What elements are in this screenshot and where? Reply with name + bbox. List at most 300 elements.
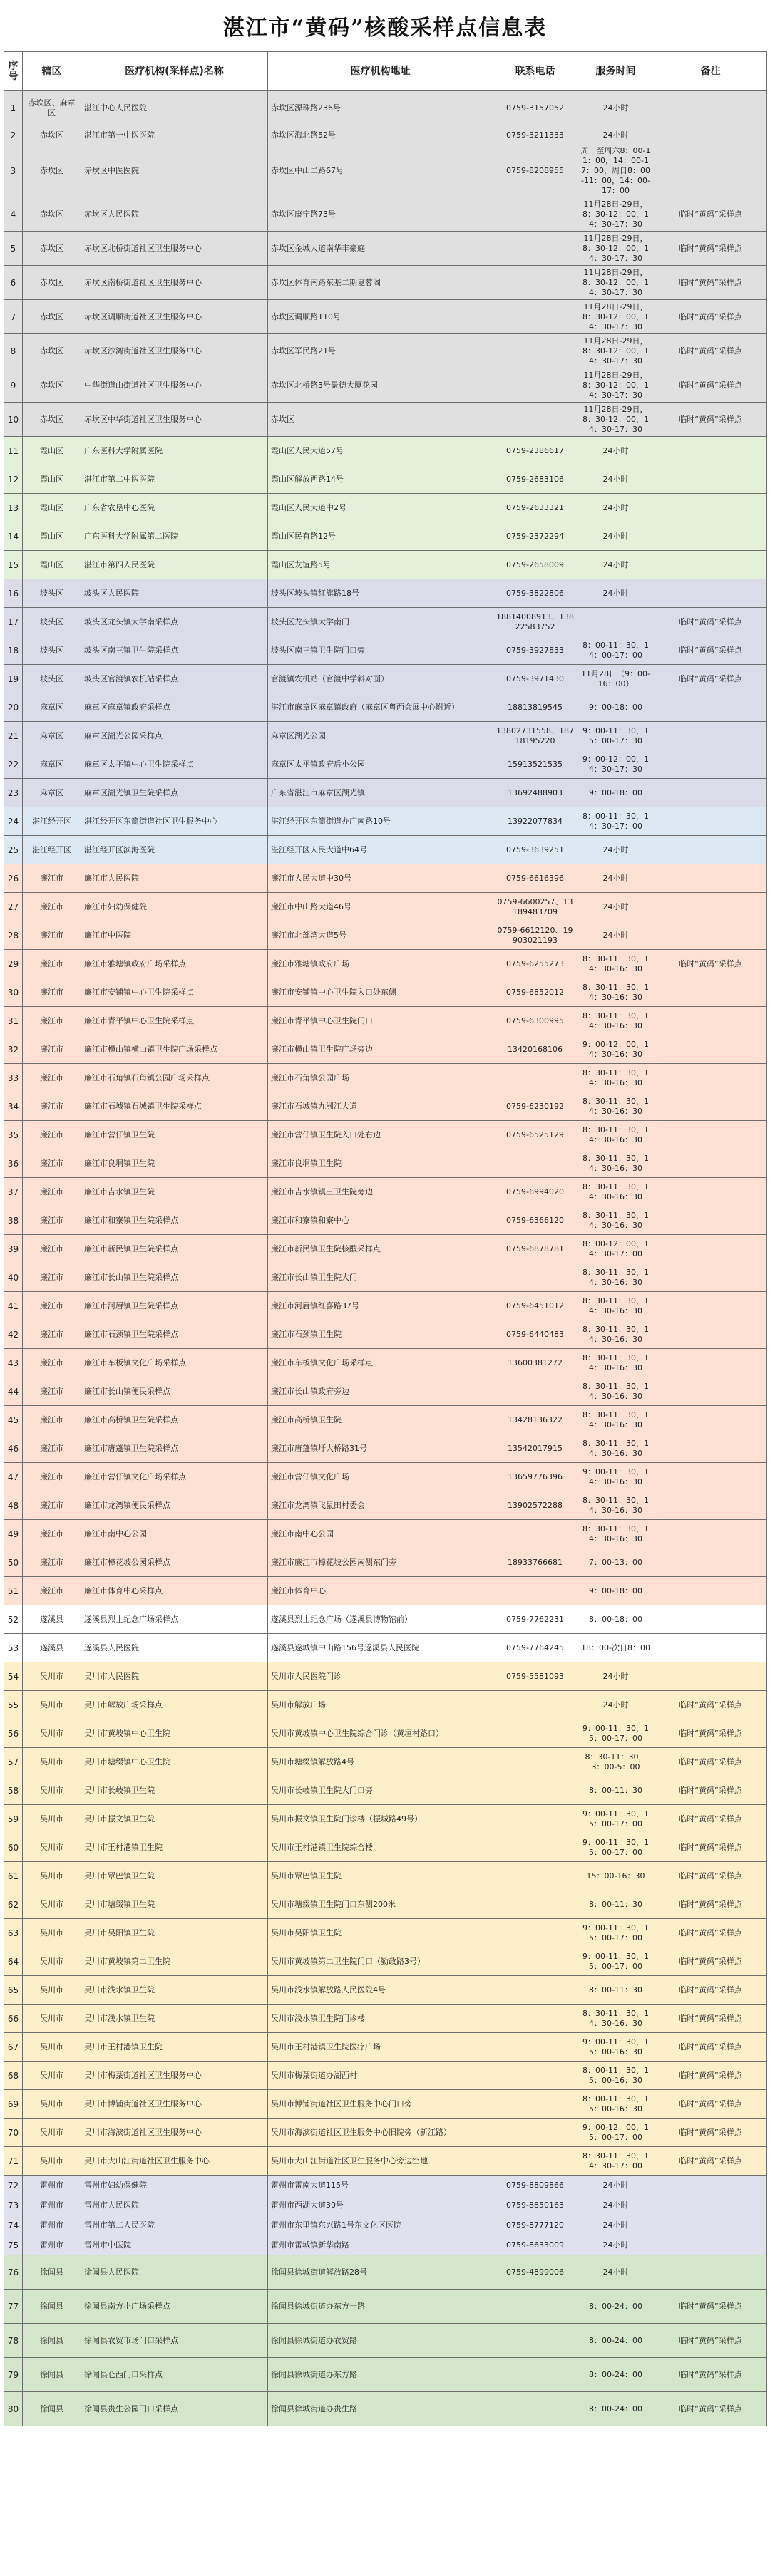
row-number: 68 (4, 2062, 23, 2090)
table-row (4, 950, 767, 978)
header-name: 医疗机构(采样点)名称 (81, 52, 268, 91)
row-note: 临时“黄码”采样点 (654, 1748, 767, 1776)
row-district: 廉江市 (23, 1263, 81, 1292)
row-time: 24小时 (578, 494, 654, 522)
row-name: 廉江市高桥镇卫生院采样点 (81, 1406, 268, 1434)
row-district: 徐闻县 (23, 2324, 81, 2358)
row-phone: 0759-6852012 (493, 978, 578, 1007)
row-district: 徐闻县 (23, 2290, 81, 2324)
table-row (4, 722, 767, 750)
row-number: 9 (4, 368, 23, 403)
row-phone: 0759-3927833 (493, 636, 578, 665)
row-number: 51 (4, 1577, 23, 1605)
row-address: 吴川市王村港镇卫生院综合楼 (268, 1833, 493, 1862)
row-note (654, 1007, 767, 1035)
table-row (4, 2215, 767, 2235)
row-address: 廉江市南中心公园 (268, 1520, 493, 1548)
row-name: 廉江市雅塘镇政府广场采样点 (81, 950, 268, 978)
row-note: 临时“黄码”采样点 (654, 1919, 767, 1947)
row-time: 9：00-12：00，15：00-17：00 (578, 2119, 654, 2147)
table-row (4, 437, 767, 465)
row-number: 52 (4, 1605, 23, 1634)
row-address: 吴川市塘缀镇卫生院门口东侧200米 (268, 1890, 493, 1919)
row-name: 广东医科大学附属医院 (81, 437, 268, 465)
row-address: 雷州市东里镇东兴路1号东文化区医院 (268, 2215, 493, 2235)
row-note (654, 978, 767, 1007)
row-district: 雷州市 (23, 2215, 81, 2235)
row-address: 湛江经开区东简街道办广南路10号 (268, 807, 493, 836)
table-row (4, 1092, 767, 1121)
row-phone: 13659776396 (493, 1463, 578, 1491)
table-row (4, 636, 767, 665)
header-phone: 联系电话 (493, 52, 578, 91)
table-row (4, 403, 767, 437)
row-district: 廉江市 (23, 893, 81, 921)
row-number: 63 (4, 1919, 23, 1947)
table-row (4, 1377, 767, 1406)
row-number: 37 (4, 1178, 23, 1206)
row-district: 吴川市 (23, 2090, 81, 2119)
row-district: 廉江市 (23, 921, 81, 950)
row-district: 廉江市 (23, 1434, 81, 1463)
row-district: 湛江经开区 (23, 807, 81, 836)
row-phone: 0759-8208955 (493, 145, 578, 197)
row-note (654, 1349, 767, 1377)
table-row (4, 197, 767, 232)
row-note: 临时“黄码”采样点 (654, 2033, 767, 2062)
row-name: 雷州市第二人民医院 (81, 2215, 268, 2235)
row-phone: 18933766681 (493, 1548, 578, 1577)
table-row (4, 2195, 767, 2215)
row-time: 8：00-11：30，15：00-16：30 (578, 2062, 654, 2090)
table-row (4, 1035, 767, 1064)
row-phone (493, 1577, 578, 1605)
row-note (654, 1577, 767, 1605)
row-phone (493, 1805, 578, 1833)
row-number: 23 (4, 779, 23, 807)
row-time: 8：30-11：30，14：30-16：30 (578, 950, 654, 978)
table-row (4, 266, 767, 300)
row-phone (493, 300, 578, 334)
row-name: 广东省农垦中心医院 (81, 494, 268, 522)
table-row (4, 334, 767, 368)
row-phone: 0759-6300995 (493, 1007, 578, 1035)
row-address: 吴川市博铺街道社区卫生服务中心门口旁 (268, 2090, 493, 2119)
row-number: 62 (4, 1890, 23, 1919)
row-note (654, 1463, 767, 1491)
row-district: 麻章区 (23, 722, 81, 750)
row-time: 11月28日-29日，8：30-12：00，14：30-17：30 (578, 300, 654, 334)
table-row (4, 368, 767, 403)
row-note (654, 864, 767, 893)
row-time: 24小时 (578, 125, 654, 145)
row-name: 吴川市浅水镇卫生院 (81, 2005, 268, 2033)
row-address: 廉江市石城镇九洲江大道 (268, 1092, 493, 1121)
row-district: 赤坎区 (23, 300, 81, 334)
row-district: 遂溪县 (23, 1605, 81, 1634)
table-row (4, 1292, 767, 1320)
row-address: 吴川市人民医院门诊 (268, 1662, 493, 1691)
row-district: 霞山区 (23, 551, 81, 579)
row-name: 麻章区湖光公园采样点 (81, 722, 268, 750)
row-number: 8 (4, 334, 23, 368)
row-phone (493, 232, 578, 266)
row-district: 廉江市 (23, 1463, 81, 1491)
row-time: 9：00-11：30，14：30-16：30 (578, 1463, 654, 1491)
row-name: 湛江中心人民医院 (81, 91, 268, 125)
table-row (4, 693, 767, 722)
row-address: 湛江经开区人民大道中64号 (268, 836, 493, 864)
row-district: 吴川市 (23, 1776, 81, 1805)
row-number: 44 (4, 1377, 23, 1406)
row-phone (493, 368, 578, 403)
row-address: 吴川市海滨街道社区卫生服务中心旧院旁（新江路） (268, 2119, 493, 2147)
row-address: 坡头区龙头镇大学南门 (268, 608, 493, 636)
row-time: 9：00-11：30，15：00-17：00 (578, 1719, 654, 1748)
row-phone (493, 1776, 578, 1805)
header-note: 备注 (654, 52, 767, 91)
row-district: 徐闻县 (23, 2358, 81, 2392)
row-phone (493, 2392, 578, 2426)
row-time: 24小时 (578, 2176, 654, 2195)
row-time: 周一至周六8：00-11：00，14：00-17：00，周日8：00-11：00，14：00-17：00 (578, 145, 654, 197)
row-address: 廉江市石颈镇卫生院 (268, 1320, 493, 1349)
row-number: 67 (4, 2033, 23, 2062)
row-address: 廉江市营仔镇文化广场 (268, 1463, 493, 1491)
row-note (654, 779, 767, 807)
row-time (578, 608, 654, 636)
header-district: 辖区 (23, 52, 81, 91)
row-name: 廉江市长山镇卫生院采样点 (81, 1263, 268, 1292)
row-name: 廉江市南中心公园 (81, 1520, 268, 1548)
row-time: 8：30-11：30，14：30-16：30 (578, 1121, 654, 1149)
row-address: 坡头区南三镇卫生院门口旁 (268, 636, 493, 665)
row-number: 78 (4, 2324, 23, 2358)
row-number: 32 (4, 1035, 23, 1064)
row-phone: 0759-6612120、19903021193 (493, 921, 578, 950)
table-row (4, 2090, 767, 2119)
row-address: 赤坎区北桥路3号景德大厦花园 (268, 368, 493, 403)
row-district: 廉江市 (23, 1548, 81, 1577)
table-row (4, 1320, 767, 1349)
row-time: 11月28日-29日，8：30-12：00，14：30-17：30 (578, 197, 654, 232)
row-phone (493, 403, 578, 437)
table-row (4, 1007, 767, 1035)
row-phone (493, 2033, 578, 2062)
row-address: 吴川市大山江街道社区卫生服务中心旁边空地 (268, 2147, 493, 2176)
row-name: 湛江市第二中医医院 (81, 465, 268, 494)
table-row (4, 300, 767, 334)
row-phone: 0759-2386617 (493, 437, 578, 465)
row-name: 廉江市河唇镇卫生院采样点 (81, 1292, 268, 1320)
row-address: 廉江市和寮镇和寮中心 (268, 1206, 493, 1235)
table-row (4, 1634, 767, 1662)
row-address: 霞山区人民大道中2号 (268, 494, 493, 522)
row-number: 72 (4, 2176, 23, 2195)
row-address: 赤坎区中山二路67号 (268, 145, 493, 197)
row-phone (493, 1976, 578, 2005)
row-district: 吴川市 (23, 2119, 81, 2147)
row-note: 临时“黄码”采样点 (654, 266, 767, 300)
row-phone (493, 1377, 578, 1406)
table-row (4, 2358, 767, 2392)
table-header-row (4, 52, 767, 91)
row-note: 临时“黄码”采样点 (654, 2290, 767, 2324)
table-row (4, 1206, 767, 1235)
row-name: 吴川市大山江街道社区卫生服务中心 (81, 2147, 268, 2176)
row-name: 廉江市石角镇石角镇公园广场采样点 (81, 1064, 268, 1092)
row-note (654, 2255, 767, 2290)
row-note: 临时“黄码”采样点 (654, 636, 767, 665)
row-name: 廉江市石城镇石城镇卫生院采样点 (81, 1092, 268, 1121)
row-time: 8：30-11：30，14：30-16：30 (578, 1434, 654, 1463)
row-number: 65 (4, 1976, 23, 2005)
row-name: 中华街道山街道社区卫生服务中心 (81, 368, 268, 403)
row-district: 吴川市 (23, 1691, 81, 1719)
row-number: 40 (4, 1263, 23, 1292)
row-address: 赤坎区康宁路73号 (268, 197, 493, 232)
row-number: 49 (4, 1520, 23, 1548)
table-row (4, 1520, 767, 1548)
row-time: 8：00-11：30 (578, 1890, 654, 1919)
row-number: 26 (4, 864, 23, 893)
row-address: 赤坎区金城大道南华丰豪庭 (268, 232, 493, 266)
table-row (4, 1235, 767, 1263)
row-note (654, 1662, 767, 1691)
row-note (654, 1377, 767, 1406)
row-number: 41 (4, 1292, 23, 1320)
table-row (4, 1748, 767, 1776)
row-time: 8：00-11：30，15：00-16：30 (578, 2090, 654, 2119)
row-note (654, 1263, 767, 1292)
row-time: 8：30-11：30，3：00-5：00 (578, 1748, 654, 1776)
row-phone: 0759-2372294 (493, 522, 578, 551)
table-row (4, 2290, 767, 2324)
table-row (4, 978, 767, 1007)
table-row (4, 1463, 767, 1491)
row-phone (493, 2005, 578, 2033)
row-number: 79 (4, 2358, 23, 2392)
row-district: 赤坎区 (23, 125, 81, 145)
table-row (4, 1349, 767, 1377)
row-district: 坡头区 (23, 636, 81, 665)
row-note (654, 722, 767, 750)
row-time: 9：00-11：30，15：00-17：30 (578, 722, 654, 750)
row-address: 廉江市安铺镇中心卫生院入口处东侧 (268, 978, 493, 1007)
row-name: 坡头区人民医院 (81, 579, 268, 608)
row-name: 廉江市龙湾镇便民采样点 (81, 1491, 268, 1520)
table-row (4, 1662, 767, 1691)
row-note: 临时“黄码”采样点 (654, 300, 767, 334)
row-district: 徐闻县 (23, 2255, 81, 2290)
row-name: 赤坎区北桥街道社区卫生服务中心 (81, 232, 268, 266)
row-district: 吴川市 (23, 2062, 81, 2090)
row-name: 廉江市青平镇中心卫生院采样点 (81, 1007, 268, 1035)
row-address: 湛江市麻章区麻章镇政府（麻章区粤西会展中心附近） (268, 693, 493, 722)
row-note (654, 1634, 767, 1662)
row-name: 赤坎区中华街道社区卫生服务中心 (81, 403, 268, 437)
row-phone: 13902572288 (493, 1491, 578, 1520)
row-note (654, 1320, 767, 1349)
row-note (654, 750, 767, 779)
row-name: 吴川市王村港镇卫生院 (81, 1833, 268, 1862)
row-note (654, 551, 767, 579)
table-row (4, 145, 767, 197)
row-number: 29 (4, 950, 23, 978)
row-time: 9：00-11：30，15：00-17：00 (578, 1805, 654, 1833)
row-name: 廉江市吉水镇卫生院 (81, 1178, 268, 1206)
row-address: 廉江市中山路大道46号 (268, 893, 493, 921)
row-address: 吴川市黄坡镇第二卫生院门口（勤政路3号） (268, 1947, 493, 1976)
row-address: 廉江市雅塘镇政府广场 (268, 950, 493, 978)
row-district: 廉江市 (23, 1349, 81, 1377)
row-phone (493, 1719, 578, 1748)
row-note (654, 836, 767, 864)
row-name: 赤坎区中医医院 (81, 145, 268, 197)
table-row (4, 2255, 767, 2290)
sampling-sites-table (4, 51, 767, 2426)
row-district: 麻章区 (23, 750, 81, 779)
row-number: 64 (4, 1947, 23, 1976)
row-district: 吴川市 (23, 1833, 81, 1862)
row-time: 24小时 (578, 2255, 654, 2290)
row-name: 吴川市长岐镇卫生院 (81, 1776, 268, 1805)
row-note (654, 522, 767, 551)
row-note (654, 125, 767, 145)
row-number: 55 (4, 1691, 23, 1719)
row-name: 吴川市人民医院 (81, 1662, 268, 1691)
table-row (4, 1149, 767, 1178)
row-district: 廉江市 (23, 1178, 81, 1206)
row-number: 48 (4, 1491, 23, 1520)
row-address: 徐闻县徐城街道办贵生路 (268, 2392, 493, 2426)
row-time: 8：00-11：30，14：00-17：00 (578, 636, 654, 665)
row-address: 廉江市人民大道中30号 (268, 864, 493, 893)
row-note (654, 1434, 767, 1463)
table-row (4, 921, 767, 950)
row-name: 廉江市樟花坡公园采样点 (81, 1548, 268, 1577)
page-title: 湛江市“黄码”核酸采样点信息表 (222, 16, 548, 41)
row-number: 34 (4, 1092, 23, 1121)
row-time: 24小时 (578, 522, 654, 551)
row-name: 湛江市第一中医医院 (81, 125, 268, 145)
row-name: 徐闻县农贸市场门口采样点 (81, 2324, 268, 2358)
row-number: 77 (4, 2290, 23, 2324)
row-district: 廉江市 (23, 1491, 81, 1520)
row-number: 38 (4, 1206, 23, 1235)
row-address: 廉江市北部湾大道5号 (268, 921, 493, 950)
row-district: 坡头区 (23, 608, 81, 636)
row-time: 18：00-次日8：00 (578, 1634, 654, 1662)
row-phone: 0759-8777120 (493, 2215, 578, 2235)
row-name: 赤坎区调顺街道社区卫生服务中心 (81, 300, 268, 334)
row-district: 赤坎区 (23, 145, 81, 197)
row-address: 吴川市长岐镇卫生院大门口旁 (268, 1776, 493, 1805)
header-time: 服务时间 (578, 52, 654, 91)
row-number: 1 (4, 91, 23, 125)
row-district: 赤坎区、麻章区 (23, 91, 81, 125)
row-district: 廉江市 (23, 1035, 81, 1064)
row-phone: 0759-3639251 (493, 836, 578, 864)
row-name: 吴川市博铺街道社区卫生服务中心 (81, 2090, 268, 2119)
row-address: 徐闻县徐城街道解放路28号 (268, 2255, 493, 2290)
row-time: 11月28日-29日，8：30-12：00，14：30-17：30 (578, 403, 654, 437)
row-district: 廉江市 (23, 1121, 81, 1149)
row-note (654, 494, 767, 522)
table-row (4, 1890, 767, 1919)
row-address: 廉江市石角镇公园广场 (268, 1064, 493, 1092)
row-note (654, 1406, 767, 1434)
row-address: 廉江市新民镇卫生院核酸采样点 (268, 1235, 493, 1263)
table-row (4, 125, 767, 145)
row-time: 8：30-11：30，14：30-16：30 (578, 1320, 654, 1349)
row-time: 8：00-11：30，14：30-17：00 (578, 807, 654, 836)
row-address: 吴川市梅菉街道办湖西村 (268, 2062, 493, 2090)
row-name: 赤坎区人民医院 (81, 197, 268, 232)
row-address: 麻章区湖光公园 (268, 722, 493, 750)
row-district: 廉江市 (23, 950, 81, 978)
row-phone (493, 1520, 578, 1548)
row-time: 8：30-11：30，14：30-16：30 (578, 1263, 654, 1292)
row-number: 28 (4, 921, 23, 950)
table-row (4, 750, 767, 779)
table-row (4, 1691, 767, 1719)
row-note (654, 921, 767, 950)
row-phone: 0759-7764245 (493, 1634, 578, 1662)
row-address: 遂溪县遂城镇中山路156号遂溪县人民医院 (268, 1634, 493, 1662)
row-address: 霞山区民有路12号 (268, 522, 493, 551)
row-note (654, 693, 767, 722)
row-name: 廉江市长山镇便民采样点 (81, 1377, 268, 1406)
row-number: 13 (4, 494, 23, 522)
row-name: 廉江市中医院 (81, 921, 268, 950)
row-address: 吴川市王村港镇卫生院医疗广场 (268, 2033, 493, 2062)
row-time: 9：00-11：30，15：00-17：00 (578, 1833, 654, 1862)
table-row (4, 522, 767, 551)
row-time: 8：30-11：30，14：30-16：30 (578, 1092, 654, 1121)
row-time: 24小时 (578, 836, 654, 864)
row-name: 廉江市石颈镇卫生院采样点 (81, 1320, 268, 1349)
row-address: 廉江市横山镇卫生院广场旁边 (268, 1035, 493, 1064)
row-note: 临时“黄码”采样点 (654, 403, 767, 437)
row-address: 廉江市龙湾镇飞鼠田村委会 (268, 1491, 493, 1520)
row-name: 雷州市中医院 (81, 2235, 268, 2255)
row-phone: 13428136322 (493, 1406, 578, 1434)
row-time: 9：00-18：00 (578, 779, 654, 807)
row-number: 22 (4, 750, 23, 779)
table-row (4, 1805, 767, 1833)
row-phone (493, 266, 578, 300)
row-address: 廉江市吉水镇镇三卫生院旁边 (268, 1178, 493, 1206)
row-note (654, 1491, 767, 1520)
row-note: 临时“黄码”采样点 (654, 1805, 767, 1833)
row-note: 临时“黄码”采样点 (654, 2119, 767, 2147)
table-row (4, 1064, 767, 1092)
row-number: 36 (4, 1149, 23, 1178)
row-name: 廉江市营仔镇卫生院 (81, 1121, 268, 1149)
row-name: 廉江市体育中心采样点 (81, 1577, 268, 1605)
row-address: 霞山区解放西路14号 (268, 465, 493, 494)
row-phone (493, 1919, 578, 1947)
row-number: 50 (4, 1548, 23, 1577)
row-note: 临时“黄码”采样点 (654, 197, 767, 232)
row-phone (493, 1064, 578, 1092)
row-time: 9：00-11：30，15：00-17：00 (578, 1919, 654, 1947)
row-time: 9：00-12：00，14：30-16：30 (578, 1035, 654, 1064)
row-note: 临时“黄码”采样点 (654, 1719, 767, 1748)
row-time: 24小时 (578, 864, 654, 893)
row-name: 廉江市妇幼保健院 (81, 893, 268, 921)
